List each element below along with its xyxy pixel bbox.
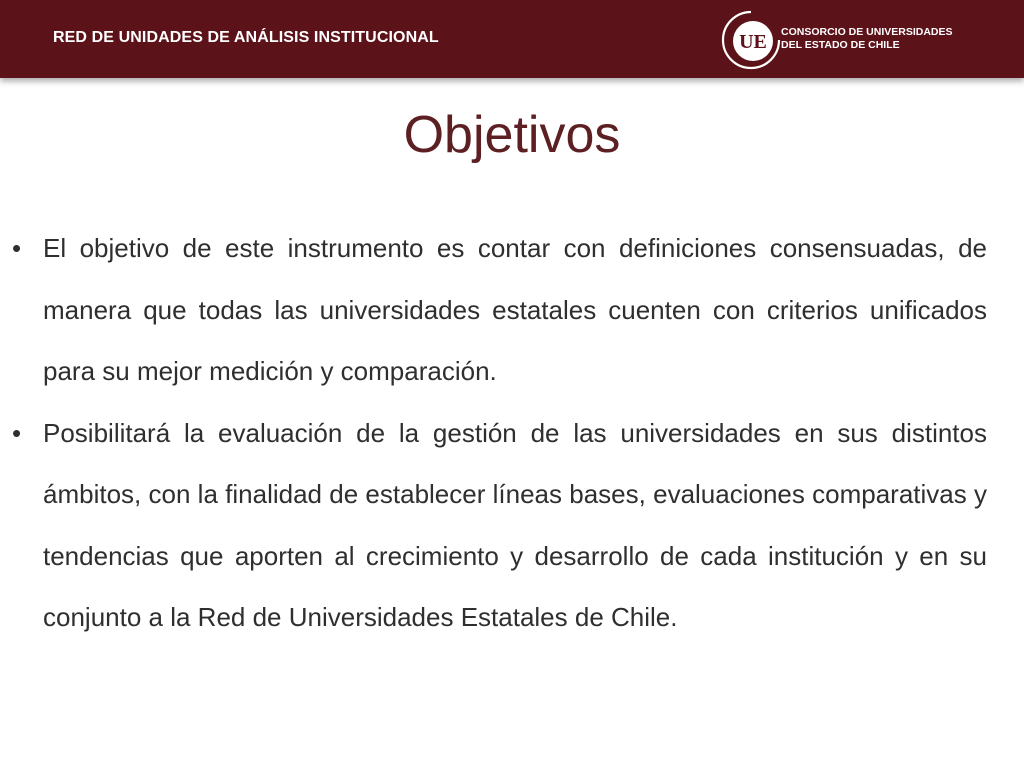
- bullet-text: El objetivo de este instrumento es contar con definiciones consensuadas, de manera que todas las universidades estatales cuenten con criterios unificados para su mejor medición y comparación.: [43, 233, 987, 386]
- logo-mark-text: UE: [739, 31, 767, 53]
- ue-logo-icon: [720, 9, 782, 71]
- header-title: RED DE UNIDADES DE ANÁLISIS INSTITUCIONAL: [53, 29, 439, 46]
- bullet-dot-icon: •: [12, 417, 22, 448]
- slide-title: Objetivos: [403, 106, 621, 164]
- logo-line-1: CONSORCIO DE UNIVERSIDADES: [781, 26, 953, 38]
- logo-text: [781, 26, 953, 52]
- logo-line-2: DEL ESTADO DE CHILE: [781, 39, 900, 51]
- bullet-text: Posibilitará la evaluación de la gestión de las universidades en sus distintos ámbitos, con la finalidad de establecer líneas bases, evaluaciones comparativas y tendencias que aporten al crecimiento y desarrollo de cada institución y en su conjunto a la Red de Universidades Estatales de Chile.: [43, 417, 987, 632]
- bullet-item: [12, 403, 987, 649]
- header-bar: [0, 0, 1024, 78]
- bullet-list: [12, 218, 987, 649]
- consortium-logo: [720, 9, 980, 69]
- bullet-dot-icon: •: [12, 233, 22, 263]
- bullet-item: [12, 218, 987, 403]
